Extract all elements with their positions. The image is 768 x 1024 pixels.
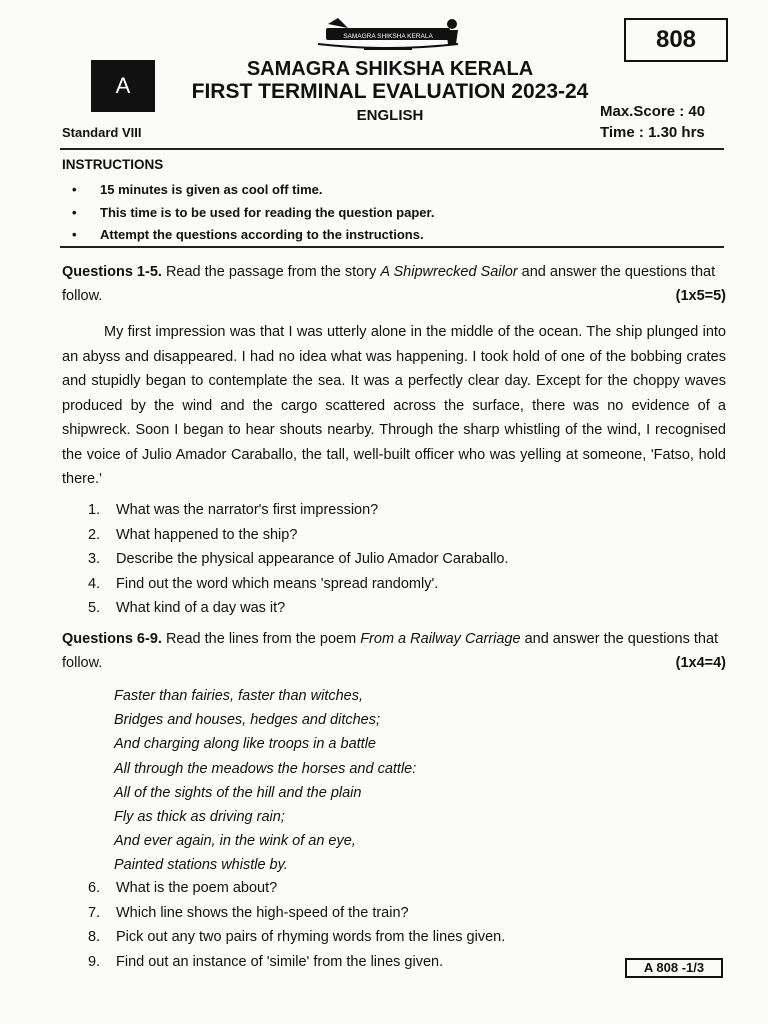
instruction-item: • Attempt the questions according to the instructions. bbox=[72, 227, 424, 242]
section1-questions bbox=[88, 498, 509, 621]
poem-line: Faster than fairies, faster than witches, bbox=[114, 688, 364, 704]
question-item: 7. Which line shows the high-speed of the train? bbox=[88, 904, 409, 921]
question-item: 5. What kind of a day was it? bbox=[88, 600, 286, 616]
section2-heading: Questions 6-9. Read the lines from the poem From a Railway Carriage and answer the questions that follow. (1x4=4) bbox=[62, 627, 726, 675]
question-item: 4. Find out the word which means 'spread randomly'. bbox=[88, 575, 439, 592]
ssk-logo-emblem-icon bbox=[308, 14, 468, 54]
poem-line: And charging along like troops in a battle bbox=[114, 736, 376, 753]
story-passage: My first impression was that I was utterly alone in the middle of the ocean. The ship plunged into an abyss and disappeared. I had no idea what was happening. I took hold of one of the bobbing crates and stupidly began to contemplate the sea. It was a perfectly clear day. Except for the choppy waves produced by the wind and the cargo scattered across the surface, there was no evidence of a shipwreck. Soon I began to hear shouts nearby. Through the sharp whistling of the wind, I recognised the voice of Julio Amador Caraballo, the tall, well-built officer who was yelling at someone, 'Fatso, hold there.' bbox=[62, 324, 726, 487]
logo-text: SAMAGRA SHIKSHA KERALA bbox=[343, 33, 433, 40]
subject: ENGLISH bbox=[356, 107, 424, 124]
bullet-icon: • bbox=[72, 227, 77, 242]
instructions-heading: INSTRUCTIONS bbox=[62, 157, 164, 172]
set-label: A bbox=[91, 60, 155, 112]
max-score: Max.Score : 40 bbox=[600, 103, 706, 120]
poem-line: Bridges and houses, hedges and ditches; bbox=[114, 712, 381, 729]
section1-heading: Questions 1-5. Read the passage from the story A Shipwrecked Sailor and answer the questions that follow. (1x5=5) bbox=[62, 260, 726, 308]
question-item: 6. What is the poem about? bbox=[88, 880, 278, 896]
poem-line: All through the meadows the horses and cattle: bbox=[114, 760, 417, 777]
section1-marks: (1x5=5) bbox=[675, 288, 726, 304]
bullet-icon: • bbox=[72, 205, 77, 220]
org-name: SAMAGRA SHIKSHA KERALA bbox=[246, 58, 534, 80]
ssk-logo bbox=[308, 14, 468, 54]
question-item: 1. What was the narrator's first impression? bbox=[88, 502, 379, 518]
bullet-icon: • bbox=[72, 182, 77, 197]
poem-line: Fly as thick as driving rain; bbox=[114, 808, 285, 825]
divider bbox=[60, 246, 724, 248]
exam-title: FIRST TERMINAL EVALUATION 2023-24 bbox=[191, 80, 589, 103]
paper-code: 808 bbox=[624, 18, 728, 62]
poem-line: And ever again, in the wink of an eye, bbox=[114, 833, 356, 850]
section2-questions bbox=[88, 876, 505, 974]
question-item: 9. Find out an instance of 'simile' from the lines given. bbox=[88, 953, 444, 970]
standard: Standard VIII bbox=[62, 125, 142, 140]
instruction-item: • This time is to be used for reading the question paper. bbox=[72, 205, 435, 220]
question-item: 3. Describe the physical appearance of Julio Amador Caraballo. bbox=[88, 551, 509, 567]
question-item: 2. What happened to the ship? bbox=[88, 526, 298, 543]
poem-line: Painted stations whistle by. bbox=[114, 857, 288, 874]
poem-line: All of the sights of the hill and the plain bbox=[114, 784, 362, 801]
section2-marks: (1x4=4) bbox=[675, 655, 726, 671]
instruction-item: • 15 minutes is given as cool off time. bbox=[72, 182, 323, 197]
page-code: A 808 -1/3 bbox=[625, 958, 723, 978]
divider bbox=[60, 148, 724, 150]
time-allowed: Time : 1.30 hrs bbox=[600, 124, 705, 141]
poem-lines bbox=[114, 684, 416, 878]
question-item: 8. Pick out any two pairs of rhyming words from the lines given. bbox=[88, 929, 506, 945]
